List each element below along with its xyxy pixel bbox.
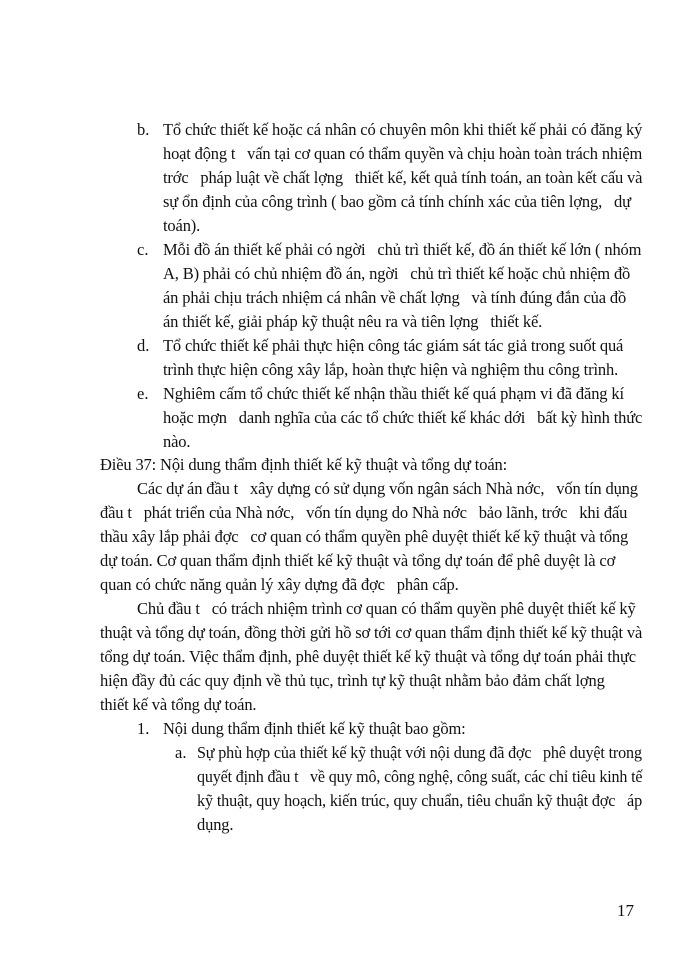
text-line: trớc pháp luật về chất lợng thiết kế, kết quả tính toán, an toàn kết cấu và xyxy=(163,168,643,187)
text-line: Tổ chức thiết kế phải thực hiện công tác giám sát tác giả trong suốt quá xyxy=(163,336,624,355)
text-line: kỹ thuật, quy hoạch, kiến trúc, quy chuẩn, tiêu chuẩn kỹ thuật đợc áp xyxy=(197,791,643,810)
text-line: Tổ chức thiết kế hoặc cá nhân có chuyên môn khi thiết kế phải có đăng ký xyxy=(163,120,643,139)
text-line: Nghiêm cấm tổ chức thiết kế nhận thầu thiết kế quá phạm vi đã đăng kí xyxy=(163,384,624,403)
text-line: hoạt động t vấn tại cơ quan có thẩm quyền và chịu hoàn toàn trách nhiệm xyxy=(163,144,643,163)
text-line: toán). xyxy=(163,216,201,235)
text-line: án phải chịu trách nhiệm cá nhân về chất lợng và tính đúng đắn của đồ xyxy=(163,288,627,307)
text-line: Các dự án đầu t xây dựng có sử dụng vốn ngân sách Nhà nớc, vốn tín dụng xyxy=(137,479,638,498)
list-label: a. xyxy=(175,743,187,762)
list-label: d. xyxy=(137,336,150,355)
text-line: quyết định đầu t về quy mô, công nghệ, công suất, các chỉ tiêu kinh tế xyxy=(197,767,643,786)
text-line: trình thực hiện công xây lắp, hoàn thực hiện và nghiệm thu công trình. xyxy=(163,360,619,379)
text-line: thuật và tổng dự toán, đồng thời gửi hồ sơ tới cơ quan thẩm định thiết kế kỹ thuật và xyxy=(100,623,643,642)
text-line: sự ổn định của công trình ( bao gồm cả tính chính xác của tiên lợng, dự xyxy=(163,192,631,211)
text-line: A, B) phải có chủ nhiệm đồ án, ngời chủ trì thiết kế hoặc chủ nhiệm đồ xyxy=(163,264,631,283)
text-line: hiện đầy đủ các quy định về thủ tục, trình tự kỹ thuật nhằm bảo đảm chất lợng xyxy=(100,671,605,690)
text-line: hoặc mợn danh nghĩa của các tổ chức thiết kế khác dới bất kỳ hình thức xyxy=(163,408,643,427)
page-number: 17 xyxy=(617,901,634,920)
text-line: thầu xây lắp phải đợc cơ quan có thẩm quyền phê duyệt thiết kế kỹ thuật và tổng xyxy=(100,527,629,546)
article-heading: Điều 37: Nội dung thẩm định thiết kế kỹ thuật và tổng dự toán: xyxy=(100,455,508,474)
text-line: đầu t phát triển của Nhà nớc, vốn tín dụng do Nhà nớc bảo lãnh, trớc khi đấu xyxy=(100,503,628,522)
text-line: dự toán. Cơ quan thẩm định thiết kế kỹ thuật và tổng dự toán để phê duyệt là cơ xyxy=(100,551,616,570)
text-line: thiết kế và tổng dự toán. xyxy=(100,695,257,714)
text-line: Mỗi đồ án thiết kế phải có ngời chủ trì thiết kế, đồ án thiết kế lớn ( nhóm xyxy=(163,240,642,259)
text-line: Chủ đầu t có trách nhiệm trình cơ quan có thẩm quyền phê duyệt thiết kế kỹ xyxy=(137,599,636,618)
list-label: b. xyxy=(137,120,150,139)
text-line: Sự phù hợp của thiết kế kỹ thuật với nội dung đã đợc phê duyệt trong xyxy=(197,743,642,762)
text-line: tổng dự toán. Việc thẩm định, phê duyệt thiết kế kỹ thuật và tổng dự toán phải thực xyxy=(100,647,636,666)
text-line: Nội dung thẩm định thiết kế kỹ thuật bao gồm: xyxy=(163,719,466,738)
list-label: c. xyxy=(137,240,149,259)
list-label: e. xyxy=(137,384,149,403)
text-line: án thiết kế, giải pháp kỹ thuật nêu ra và tiên lợng thiết kế. xyxy=(163,312,543,331)
text-line: quan có chức năng quản lý xây dựng đã đợc phân cấp. xyxy=(100,575,459,594)
list-label: 1. xyxy=(137,719,150,738)
text-line: nào. xyxy=(163,432,191,451)
text-line: dụng. xyxy=(197,815,234,834)
